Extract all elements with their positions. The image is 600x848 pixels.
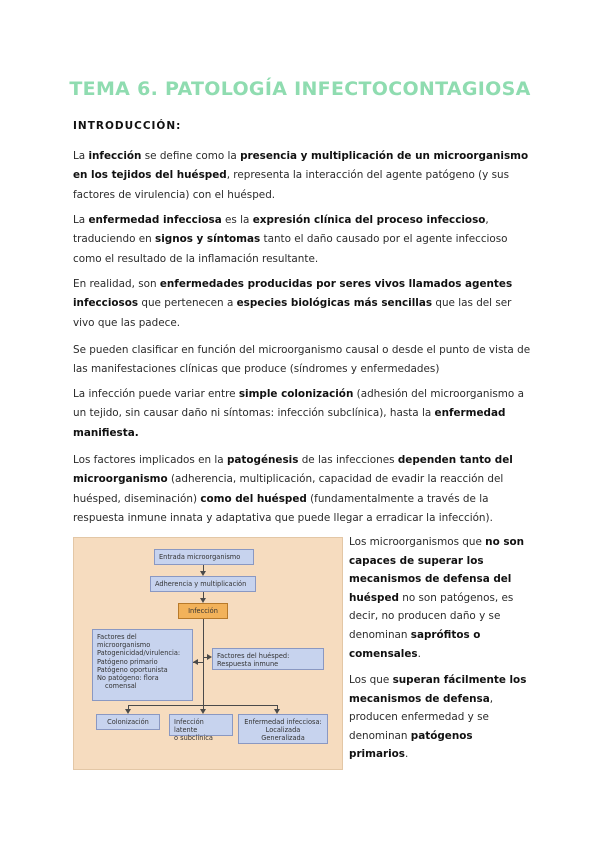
emphasis-text: patógenos primarios [349,729,473,761]
body-text: , representa la interacción del agente patógeno (y sus factores de virulencia) con el huésped. [73,169,510,201]
paragraph-infection-definition [73,147,533,205]
body-text: no son patógenos, es decir, no producen daño y se denominan [349,591,514,641]
paragraph-living-agents [73,275,533,333]
diagram-entry-box [154,549,254,565]
emphasis-text: dependen tanto del microorganismo [73,454,513,486]
diagram-host-line: Respuesta inmune [217,660,279,669]
emphasis-text: saprófitos o comensales [349,628,481,660]
body-text: que las del ser vivo que las padece. [73,297,512,329]
section-heading: INTRODUCCIÓN: [73,120,182,132]
diagram-latent-line: Infección latente [174,718,204,735]
diagram-infection-label: Infección [188,606,218,615]
body-text: , producen enfermedad y se denominan [349,692,494,742]
body-text: La [73,214,89,226]
body-text: , traduciendo en [73,214,489,246]
diagram-micro-line: No patógeno: flora [97,674,159,683]
body-text: se define como la [141,150,241,162]
arrow-left-icon [193,659,198,665]
emphasis-text: no son capaces de superar los mecanismos de defensa del huésped [349,536,525,604]
side-paragraph-primary-pathogens [349,671,529,764]
diagram-micro-line: Patógeno primario [97,657,158,666]
emphasis-text: simple colonización [238,388,354,400]
emphasis-text: expresión clínica del proceso infeccioso [252,214,486,226]
body-text: tanto el daño causado por el agente infeccioso como el resultado de la inflamación resultante. [73,233,508,265]
body-text: Los microorganismos que [349,536,486,548]
body-text: La infección puede variar entre [73,388,239,400]
body-text: (adherencia, multiplicación, capacidad de evadir la reacción del huésped, diseminación) [73,473,504,505]
diagram-micro-line: Patógeno oportunista [97,665,168,674]
body-text: La [73,150,89,162]
body-text: Se pueden clasificar en función del microorganismo causal o desde el punto de vista de las manifestaciones clínicas que produce (síndromes y enfermedades) [73,344,531,376]
diagram-adherence-box [150,576,256,592]
side-paragraph-saprophytes [349,533,529,663]
diagram-adherence-label: Adherencia y multiplicación [155,580,247,588]
diagram-host-line: Factores del huésped: [217,652,290,660]
diagram-entry-label: Entrada microorganismo [159,553,241,561]
emphasis-text: presencia y multiplicación de un microorganismo en los tejidos del huésped [73,150,529,182]
diagram-micro-line: comensal [105,682,137,691]
diagram-colonization-label: Colonización [107,717,149,726]
paragraph-colonization [73,385,533,443]
body-text: Los que [349,674,393,686]
diagram-disease-line: Localizada [265,726,301,735]
emphasis-text: infección [88,150,142,162]
diagram-micro-line: microorganismo [97,641,151,650]
emphasis-text: como del huésped [200,492,307,505]
body-text: (adhesión del microorganismo a un tejido, sin causar daño ni síntomas: infección subclínica), hasta la [73,388,524,420]
body-text: de las infecciones [298,454,398,466]
diagram-microorganism-factors-box [92,629,193,701]
infection-diagram [73,537,343,770]
page-title: TEMA 6. PATOLOGÍA INFECTOCONTAGIOSA [69,78,531,100]
body-text: En realidad, son [73,278,160,290]
emphasis-text: especies biológicas más sencillas [236,297,433,310]
emphasis-text: enfermedad manifiesta. [73,407,506,439]
paragraph-pathogenesis [73,451,533,529]
diagram-disease-line: Generalizada [261,734,305,743]
body-text: . [404,748,409,761]
emphasis-text: patogénesis [226,454,299,466]
diagram-disease-line: Enfermedad infecciosa: [244,718,322,726]
diagram-disease-box [238,714,328,744]
diagram-colonization-box [96,714,160,730]
paragraph-classification [73,341,533,380]
body-text: Los factores implicados en la [73,454,227,466]
diagram-host-factors-box [212,648,324,670]
body-text: que pertenecen a [138,297,237,310]
body-text: (fundamentalmente a través de la respuesta inmune innata y adaptativa que puede llegar a erradicar la infección). [73,492,493,525]
diagram-micro-line: Factores del [97,633,137,641]
diagram-micro-line: Patogenicidad/virulencia: [97,649,181,658]
body-text: . [417,647,421,660]
emphasis-text: superan fácilmente los mecanismos de defensa [349,674,527,705]
emphasis-text: enfermedades producidas por seres vivos llamados agentes infecciosos [73,278,513,310]
body-text: es la [221,214,253,226]
paragraph-infectious-disease [73,211,533,269]
diagram-infection-box [178,603,228,619]
diagram-latent-box [169,714,233,743]
connector [203,619,204,705]
diagram-latent-line: o subclínica [174,734,213,743]
emphasis-text: signos y síntomas [155,233,261,246]
emphasis-text: enfermedad infecciosa [88,214,222,226]
